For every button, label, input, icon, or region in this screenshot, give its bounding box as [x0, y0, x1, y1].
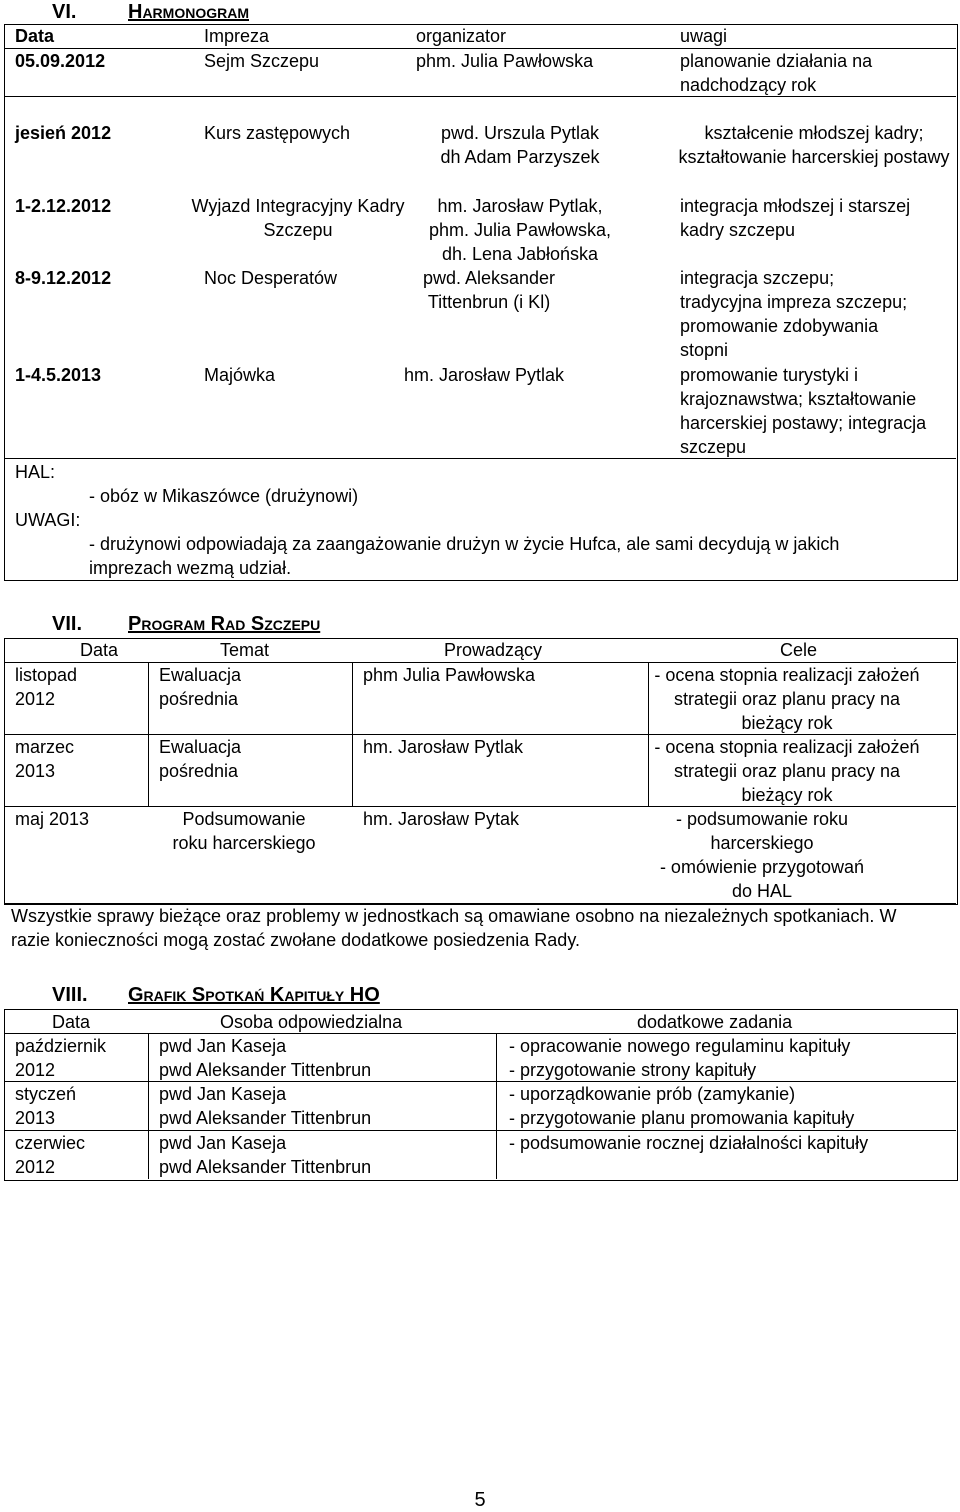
row-notes: kształcenie młodszej kadry; kształtowanie harcerskiej postawy: [678, 123, 950, 167]
row-person: pwd Jan Kaseja pwd Aleksander Tittenbrun: [159, 1084, 372, 1128]
header-organizator: organizator: [416, 26, 507, 46]
column-rule: [496, 1033, 497, 1179]
row-organizer: pwd. Urszula Pytlak dh Adam Parzyszek: [440, 123, 600, 167]
row-topic: Ewaluacja pośrednia: [159, 665, 242, 709]
row-topic: Podsumowanie roku harcerskiego: [172, 809, 316, 853]
row-date: listopad 2012: [15, 665, 78, 709]
row-date: 8-9.12.2012: [15, 268, 112, 288]
section7-heading: [52, 612, 321, 636]
header-cele: Cele: [780, 640, 818, 660]
header-data: Data: [15, 26, 55, 46]
row-leader: hm. Jarosław Pytlak: [363, 737, 524, 757]
header-prowadzacy: Prowadzący: [444, 640, 543, 660]
row-date: styczeń 2013: [15, 1084, 77, 1128]
section8-number: VIII.: [52, 984, 88, 1006]
row-notes: integracja młodszej i starszej kadry szczepu: [680, 196, 911, 240]
row-event: Sejm Szczepu: [204, 51, 320, 71]
header-zadania: dodatkowe zadania: [637, 1012, 793, 1032]
row-organizer: hm. Jarosław Pytlak, phm. Julia Pawłowska, dh. Lena Jabłońska: [428, 196, 612, 264]
row-tasks: - opracowanie nowego regulaminu kapituły - przygotowanie strony kapituły: [509, 1036, 851, 1080]
section7-title: Program Rad Szczepu: [128, 613, 321, 635]
header-uwagi: uwagi: [680, 26, 728, 46]
row-tasks: - podsumowanie rocznej działalności kapituły: [509, 1133, 869, 1153]
uwagi-label: UWAGI:: [15, 510, 81, 530]
row-event: Noc Desperatów: [204, 268, 338, 288]
row-goals: - podsumowanie roku harcerskiego - omówienie przygotowań do HAL: [659, 809, 865, 901]
row-topic: Ewaluacja pośrednia: [159, 737, 242, 781]
row-person: pwd Jan Kaseja pwd Aleksander Tittenbrun: [159, 1036, 372, 1080]
row-date: 1-4.5.2013: [15, 365, 102, 385]
hal-text: - obóz w Mikaszówce (drużynowi): [89, 486, 359, 506]
header-data: Data: [80, 640, 119, 660]
row-tasks: - uporządkowanie prób (zamykanie) - przygotowanie planu promowania kapituły: [509, 1084, 855, 1128]
row-date: 1-2.12.2012: [15, 196, 112, 216]
row-notes: planowanie działania na nadchodzący rok: [680, 51, 873, 95]
column-rule: [148, 1033, 149, 1179]
row-event: Majówka: [204, 365, 276, 385]
section6-number: VI.: [52, 1, 77, 23]
section8-title: Grafik Spotkań Kapituły HO: [128, 984, 380, 1006]
section7-number: VII.: [52, 613, 83, 635]
row-date: październik 2012: [15, 1036, 107, 1080]
row-organizer: phm. Julia Pawłowska: [416, 51, 594, 71]
hal-label: HAL:: [15, 462, 56, 482]
section6-title: Harmonogram: [128, 1, 249, 23]
row-notes: promowanie turystyki i krajoznawstwa; kształtowanie harcerskiej postawy; integracja szczepu: [680, 365, 927, 457]
row-leader: hm. Jarosław Pytak: [363, 809, 520, 829]
row-notes: integracja szczepu; tradycyjna impreza szczepu; promowanie zdobywania stopni: [680, 268, 908, 360]
row-date: maj 2013: [15, 809, 90, 829]
row-divider: [4, 458, 956, 459]
row-goals: - ocena stopnia realizacji założeń strategii oraz planu pracy na bieżący rok: [654, 665, 920, 733]
section6-heading: [52, 0, 249, 24]
uwagi-text: - drużynowi odpowiadają za zaangażowanie drużyn w życie Hufca, ale sami decydują w jakich imprezach wezmą udział.: [89, 534, 840, 578]
row-date: czerwiec 2012: [15, 1133, 86, 1177]
header-impreza: Impreza: [204, 26, 270, 46]
row-event: Kurs zastępowych: [204, 123, 351, 143]
row-person: pwd Jan Kaseja pwd Aleksander Tittenbrun: [159, 1133, 372, 1177]
header-temat: Temat: [220, 640, 270, 660]
page-number: 5: [474, 1489, 486, 1511]
row-goals: - ocena stopnia realizacji założeń strategii oraz planu pracy na bieżący rok: [654, 737, 920, 805]
row-organizer: pwd. Aleksander Tittenbrun (i Kl): [422, 268, 556, 312]
row-organizer: hm. Jarosław Pytlak: [404, 365, 565, 385]
harmonogram-header: [4, 24, 956, 49]
row-date: marzec 2013: [15, 737, 75, 781]
row-leader: phm Julia Pawłowska: [363, 665, 536, 685]
row-date: jesień 2012: [15, 123, 112, 143]
row-event: Wyjazd Integracyjny Kadry Szczepu: [191, 196, 405, 240]
row-date: 05.09.2012: [15, 51, 106, 71]
header-osoba: Osoba odpowiedzialna: [220, 1012, 403, 1032]
section8-heading: [52, 983, 380, 1007]
header-data: Data: [52, 1012, 91, 1032]
program-note: Wszystkie sprawy bieżące oraz problemy w jednostkach są omawiane osobno na niezależnych spotkaniach. W razie konieczności mogą zostać zwołane dodatkowe posiedzenia Rady.: [11, 906, 897, 950]
